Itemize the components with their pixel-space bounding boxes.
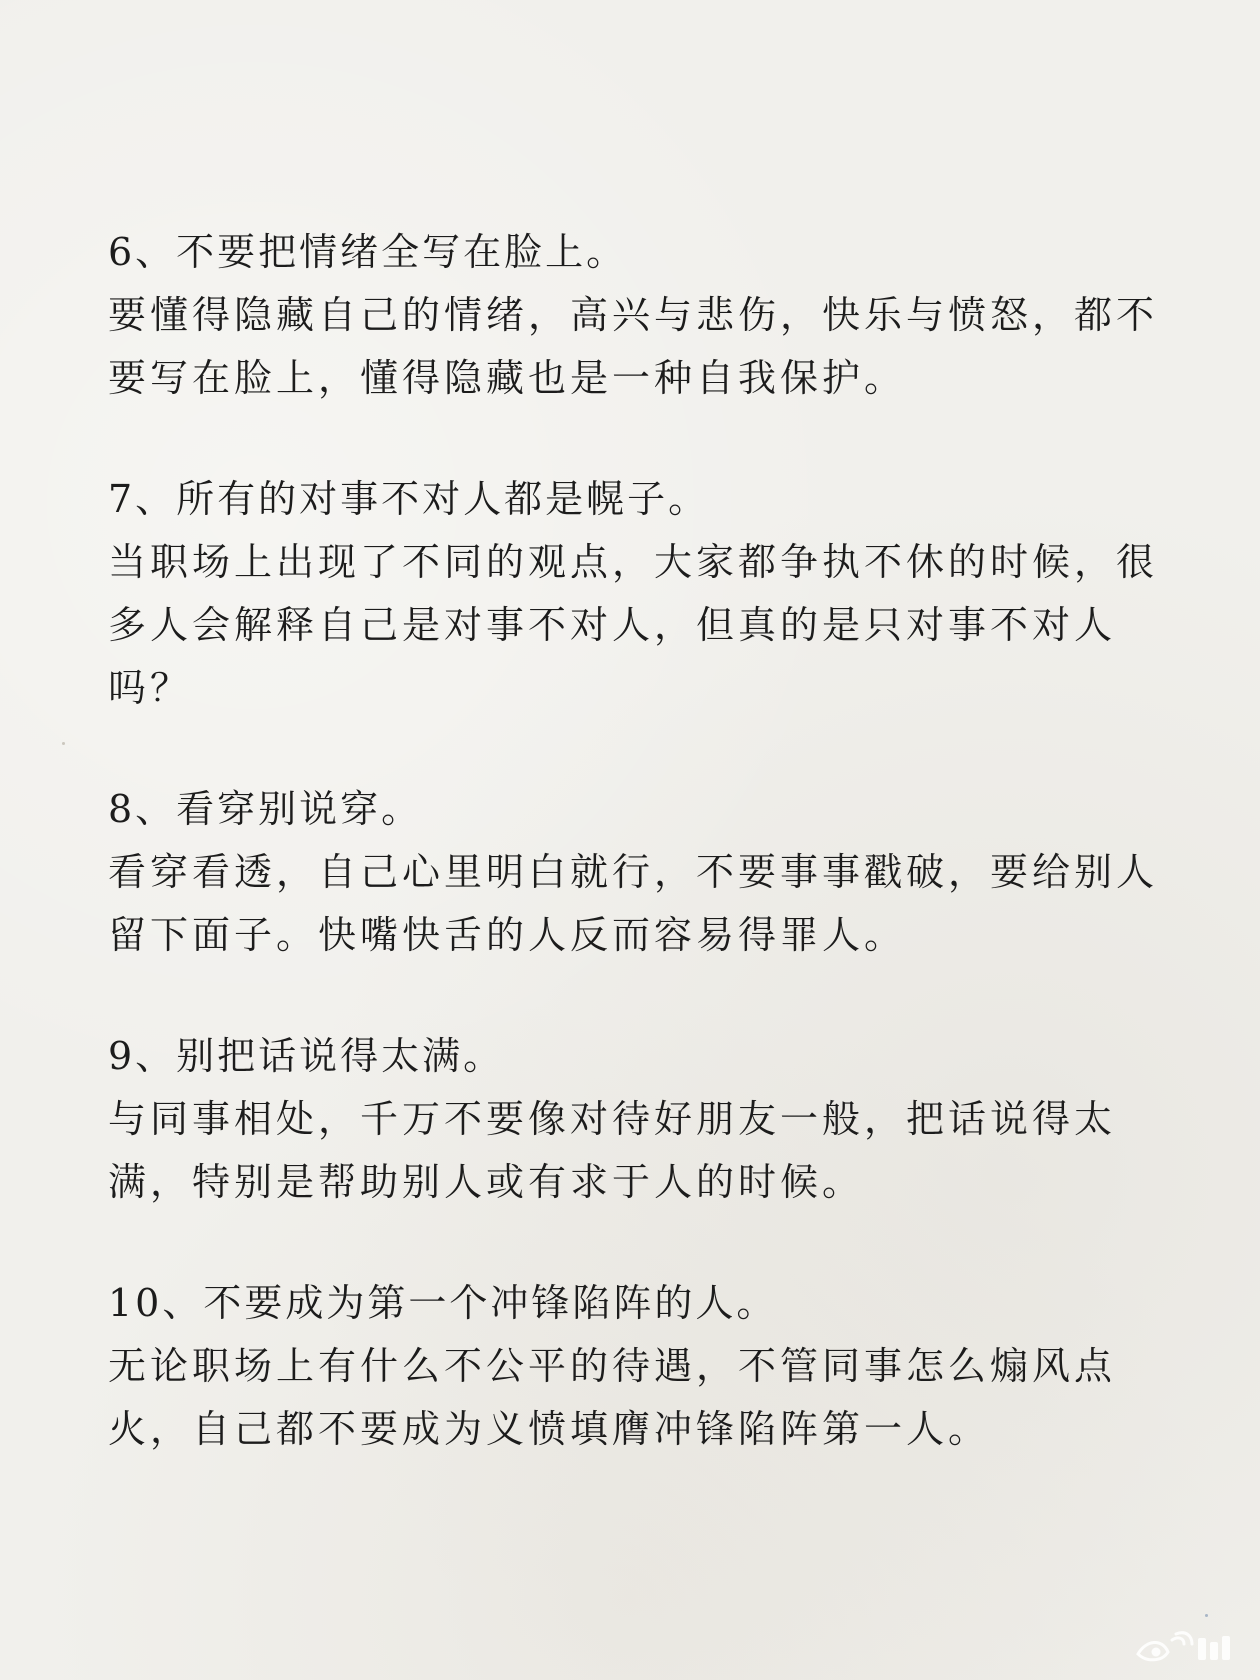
section-body: 要懂得隐藏自己的情绪，高兴与悲伤，快乐与愤怒，都不要写在脸上，懂得隐藏也是一种自我保护。 — [108, 293, 1159, 400]
section-7 — [108, 468, 1168, 720]
section-heading: 7、所有的对事不对人都是幌子。 — [108, 477, 710, 521]
paper-fleck — [62, 742, 65, 745]
section-heading: 10、不要成为第一个冲锋陷阵的人。 — [108, 1281, 778, 1325]
watermark-logo-icon — [1132, 1626, 1242, 1670]
section-heading: 8、看穿别说穿。 — [108, 787, 423, 831]
section-body: 与同事相处，千万不要像对待好朋友一般，把话说得太满，特别是帮助别人或有求于人的时候。 — [108, 1097, 1117, 1204]
section-heading: 6、不要把情绪全写在脸上。 — [108, 230, 628, 274]
section-9 — [108, 1025, 1168, 1214]
section-8 — [108, 778, 1168, 967]
article — [108, 221, 1168, 1519]
section-10 — [108, 1272, 1168, 1461]
section-6 — [108, 221, 1168, 410]
section-body: 无论职场上有什么不公平的待遇，不管同事怎么煽风点火，自己都不要成为义愤填膺冲锋陷阵第一人。 — [108, 1344, 1117, 1451]
section-body: 看穿看透，自己心里明白就行，不要事事戳破，要给别人留下面子。快嘴快舌的人反而容易得罪人。 — [108, 850, 1159, 957]
section-body: 当职场上出现了不同的观点，大家都争执不休的时候，很多人会解释自己是对事不对人，但真的是只对事不对人吗？ — [108, 540, 1159, 710]
section-heading: 9、别把话说得太满。 — [108, 1034, 505, 1078]
paper-fleck — [1205, 1614, 1208, 1617]
